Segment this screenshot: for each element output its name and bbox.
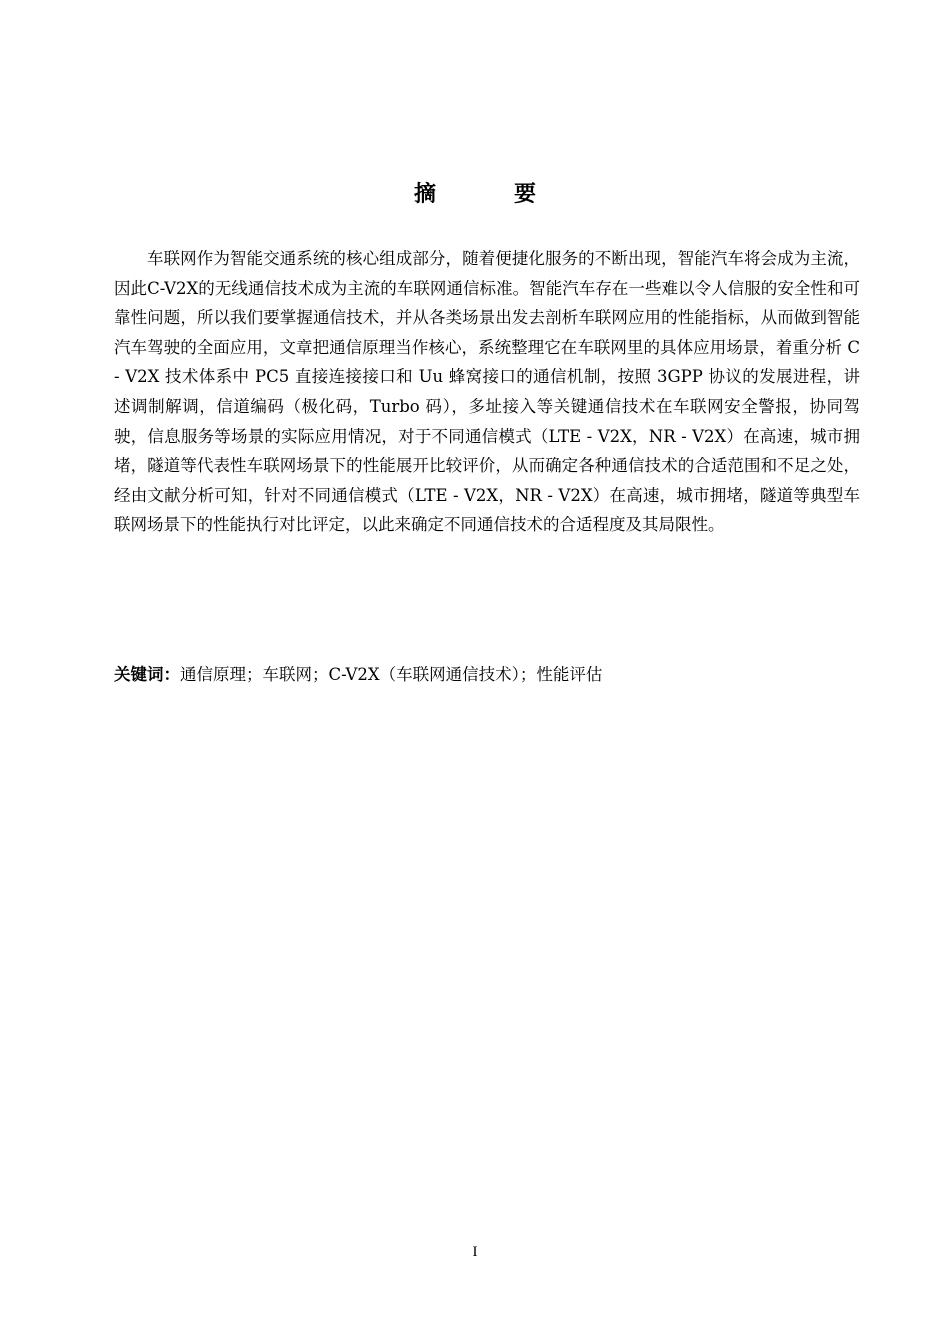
abstract-title: 摘 要 [413, 182, 572, 207]
abstract-body: 车联网作为智能交通系统的核心组成部分，随着便捷化服务的不断出现，智能汽车将会成为主流，因此C-V2X的无线通信技术成为主流的车联网通信标准。智能汽车存在一些难以令人信服的安全性和可靠性问题，所以我们要掌握通信技术，并从各类场景出发去剖析车联网应用的性能指标，从而做到智能汽车驾驶的全面应用，文章把通信原理当作核心，系统整理它在车联网里的具体应用场景，着重分析 C - V2X 技术体系中 PC5 直接连接接口和 Uu 蜂窝接口的通信机制，按照 3GPP 协议的发展进程，讲述调制解调，信道编码（极化码，Turbo 码），多址接入等关键通信技术在车联网安全警报，协同驾驶，信息服务等场景的实际应用情况，对于不同通信模式（LTE - V2X，NR - V2X）在高速，城市拥堵，隧道等代表性车联网场景下的性能展开比较评价，从而确定各种通信技术的合适范围和不足之处，经由文献分析可知，针对不同通信模式（LTE - V2X，NR - V2X）在高速，城市拥堵，隧道等典型车联网场景下的性能执行对比评定，以此来确定不同通信技术的合适程度及其局限性。 [114, 249, 860, 535]
keywords-label: 关键词： [114, 665, 180, 684]
page-number: I [472, 1244, 478, 1260]
keywords-text: 通信原理；车联网；C-V2X（车联网通信技术）；性能评估 [180, 665, 603, 684]
keywords-line [114, 660, 860, 689]
